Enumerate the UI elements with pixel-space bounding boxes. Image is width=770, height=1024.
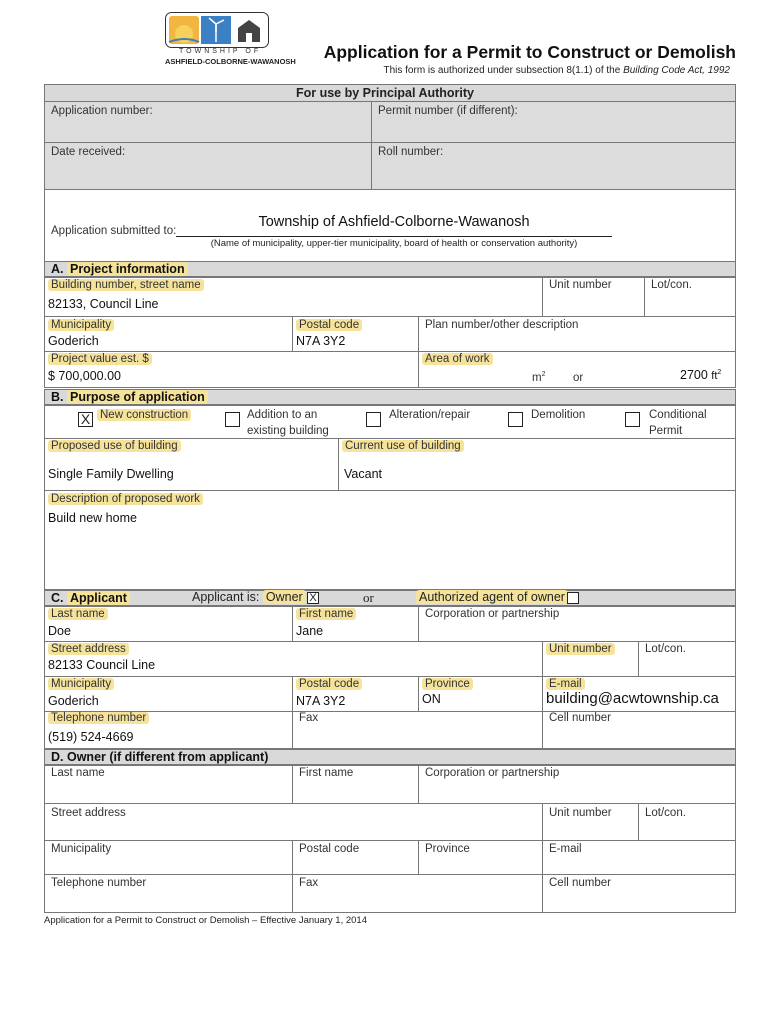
- divider: [418, 316, 419, 388]
- description-value[interactable]: Build new home: [48, 511, 137, 525]
- page-subtitle: [383, 65, 730, 76]
- c-postal-label: Postal code: [296, 678, 362, 690]
- c-province-label: Province: [422, 678, 473, 690]
- area-label: Area of work: [422, 353, 493, 365]
- municipality-value[interactable]: Goderich: [48, 334, 99, 348]
- area-or: or: [573, 372, 584, 384]
- current-use-label: Current use of building: [342, 440, 464, 452]
- c-last-name-value[interactable]: Doe: [48, 624, 71, 638]
- owner-label: Owner: [263, 590, 306, 604]
- submitted-to-line: [176, 236, 612, 237]
- divider: [44, 189, 736, 190]
- agent-label: Authorized agent of owner: [416, 590, 568, 604]
- conditional-label-2: Permit: [649, 425, 683, 437]
- description-label: Description of proposed work: [48, 493, 203, 505]
- d-lotcon-label: Lot/con.: [645, 807, 686, 819]
- c-street-value[interactable]: 82133 Council Line: [48, 658, 156, 672]
- divider: [644, 277, 645, 316]
- application-number-label: Application number:: [51, 105, 153, 117]
- divider: [44, 490, 736, 491]
- logo-line1: TOWNSHIP OF: [179, 48, 262, 55]
- c-municipality-value[interactable]: Goderich: [48, 694, 99, 708]
- new-construction-label: New construction: [97, 409, 191, 421]
- divider: [292, 676, 293, 749]
- c-phone-value[interactable]: (519) 524-4669: [48, 730, 134, 744]
- c-corporation-label: Corporation or partnership: [425, 608, 560, 620]
- divider: [338, 438, 339, 490]
- area-m2-unit: m: [532, 371, 542, 384]
- d-fax-label: Fax: [299, 877, 319, 889]
- addition-label-2: existing building: [247, 425, 329, 437]
- postal-label: Postal code: [296, 319, 362, 331]
- applicant-is-label: Applicant is:: [192, 590, 260, 604]
- divider: [44, 874, 736, 875]
- divider: [638, 641, 639, 676]
- building-value[interactable]: 82133, Council Line: [48, 297, 159, 311]
- area-value-number: 2700: [680, 368, 708, 382]
- section-b-letter: B.: [51, 390, 64, 404]
- unit-label: Unit number: [549, 279, 612, 291]
- submitted-to-value[interactable]: Township of Ashfield-Colborne-Wawanosh: [258, 214, 530, 230]
- project-value-label: Project value est. $: [48, 353, 152, 365]
- subtitle-prefix: This form is authorized under subsection 8(1.1) of the: [383, 65, 624, 76]
- township-logo: [165, 12, 296, 68]
- divider: [542, 803, 543, 913]
- divider: [292, 316, 293, 351]
- c-street-label: Street address: [48, 643, 129, 655]
- area-ft-unit: ft: [711, 370, 718, 382]
- divider: [44, 803, 736, 804]
- area-value[interactable]: [680, 368, 721, 382]
- divider: [542, 277, 543, 316]
- c-first-name-label: First name: [296, 608, 356, 620]
- divider: [418, 676, 419, 711]
- alteration-checkbox[interactable]: [366, 412, 381, 427]
- conditional-label-1: Conditional: [649, 409, 707, 421]
- demolition-label: Demolition: [531, 409, 586, 421]
- applicant-is: [192, 590, 306, 604]
- c-fax-label: Fax: [299, 712, 319, 724]
- section-a-box: [44, 277, 736, 388]
- divider: [418, 606, 419, 641]
- section-d-letter: D.: [51, 750, 64, 764]
- d-last-name-label: Last name: [51, 767, 105, 779]
- c-cell-label: Cell number: [549, 712, 611, 724]
- proposed-use-value[interactable]: Single Family Dwelling: [48, 467, 174, 481]
- new-construction-checkbox[interactable]: X: [78, 412, 93, 427]
- roll-number-label: Roll number:: [378, 146, 444, 158]
- d-street-label: Street address: [51, 807, 126, 819]
- d-postal-label: Postal code: [299, 843, 360, 855]
- current-use-value[interactable]: Vacant: [344, 467, 382, 481]
- conditional-checkbox[interactable]: [625, 412, 640, 427]
- building-label: Building number, street name: [48, 279, 204, 291]
- d-municipality-label: Municipality: [51, 843, 112, 855]
- municipality-label: Municipality: [48, 319, 114, 331]
- subtitle-act: Building Code Act, 1992: [623, 65, 730, 76]
- divider: [44, 676, 736, 677]
- addition-label-1: Addition to an: [247, 409, 318, 421]
- divider: [371, 102, 372, 189]
- d-phone-label: Telephone number: [51, 877, 147, 889]
- c-first-name-value[interactable]: Jane: [296, 624, 324, 638]
- divider: [44, 840, 736, 841]
- d-cell-label: Cell number: [549, 877, 611, 889]
- c-postal-value[interactable]: N7A 3Y2: [296, 694, 346, 708]
- d-first-name-label: First name: [299, 767, 354, 779]
- c-municipality-label: Municipality: [48, 678, 114, 690]
- addition-checkbox[interactable]: [225, 412, 240, 427]
- section-d-title: Owner (if different from applicant): [66, 750, 269, 764]
- project-value[interactable]: $ 700,000.00: [48, 369, 121, 383]
- date-received-label: Date received:: [51, 146, 126, 158]
- demolition-checkbox[interactable]: [508, 412, 523, 427]
- proposed-use-label: Proposed use of building: [48, 440, 181, 452]
- c-unit-label: Unit number: [546, 643, 615, 655]
- divider: [44, 641, 736, 642]
- c-lotcon-label: Lot/con.: [645, 643, 686, 655]
- section-c-title: Applicant: [67, 591, 130, 605]
- divider: [292, 606, 293, 641]
- page-title: Application for a Permit to Construct or Demolish: [323, 42, 736, 62]
- logo-line2: ASHFIELD-COLBORNE-WAWANOSH: [165, 57, 296, 66]
- section-c-letter: C.: [51, 591, 64, 605]
- c-email-label: E-mail: [546, 678, 585, 690]
- divider: [44, 351, 736, 352]
- d-email-label: E-mail: [549, 843, 582, 855]
- divider: [44, 142, 736, 143]
- section-a-header: [44, 261, 736, 277]
- area-m2-sup: 2: [541, 371, 546, 378]
- c-email-value[interactable]: building@acwtownship.ca: [546, 690, 719, 707]
- section-c-header: [44, 590, 736, 606]
- d-province-label: Province: [425, 843, 470, 855]
- section-d-header: [44, 749, 736, 765]
- divider: [292, 840, 293, 913]
- d-unit-label: Unit number: [549, 807, 612, 819]
- divider: [292, 765, 293, 803]
- permit-number-label: Permit number (if different):: [378, 105, 518, 117]
- section-a-title: Project information: [67, 262, 188, 276]
- submitted-to-label: Application submitted to:: [51, 225, 177, 237]
- c-phone-label: Telephone number: [48, 712, 149, 724]
- divider: [638, 803, 639, 840]
- divider: [418, 765, 419, 803]
- divider: [542, 641, 543, 749]
- section-a-letter: A.: [51, 262, 64, 276]
- authority-heading: For use by Principal Authority: [295, 86, 475, 100]
- plan-label: Plan number/other description: [425, 319, 579, 331]
- footer: Application for a Permit to Construct or Demolish – Effective January 1, 2014: [44, 915, 367, 926]
- c-last-name-label: Last name: [48, 608, 108, 620]
- or-label: or: [363, 590, 374, 605]
- alteration-label: Alteration/repair: [389, 409, 471, 421]
- section-c-box: [44, 606, 736, 749]
- section-b-header: [44, 389, 736, 405]
- c-province-value[interactable]: ON: [422, 692, 441, 706]
- divider: [44, 316, 736, 317]
- area-m2: [532, 371, 546, 384]
- postal-value[interactable]: N7A 3Y2: [296, 334, 346, 348]
- submitted-to-note: (Name of municipality, upper-tier municipality, board of health or conservation authority): [210, 238, 578, 249]
- d-corporation-label: Corporation or partnership: [425, 767, 560, 779]
- section-b-title: Purpose of application: [67, 390, 208, 404]
- owner-checkbox[interactable]: X: [307, 592, 319, 604]
- divider: [44, 438, 736, 439]
- divider: [418, 840, 419, 874]
- area-ft-sup: 2: [717, 368, 722, 376]
- lotcon-label: Lot/con.: [651, 279, 692, 291]
- section-d-box: [44, 765, 736, 913]
- agent-checkbox[interactable]: [567, 592, 579, 604]
- logo-graphic-icon: [165, 12, 269, 48]
